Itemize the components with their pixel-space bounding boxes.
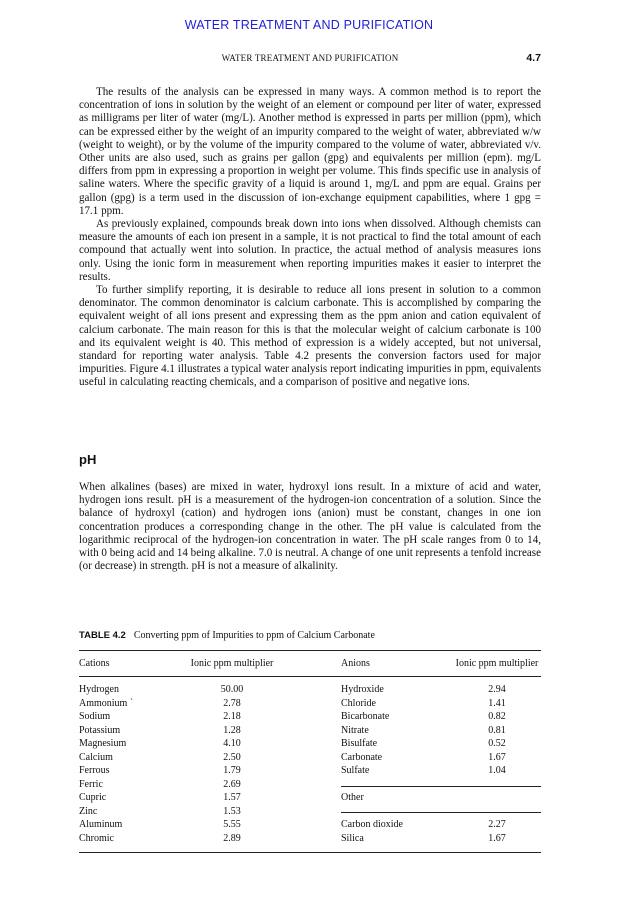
cation-multiplier: 1.28	[223, 724, 241, 736]
anion-name: Carbon dioxide	[341, 819, 403, 830]
document-banner: WATER TREATMENT AND PURIFICATION	[184, 18, 434, 32]
cation-multiplier: 4.10	[223, 738, 241, 749]
table-row	[79, 725, 541, 739]
section-units	[79, 86, 541, 390]
anion-name: Bisulfate	[341, 738, 378, 749]
table-caption	[79, 630, 375, 641]
table-row	[79, 833, 541, 847]
header-cation-multiplier: Ionic ppm multiplier	[190, 658, 274, 669]
table-subgroup-rule	[341, 786, 541, 787]
cation-multiplier: 1.53	[223, 805, 241, 817]
cation-name: Potassium	[79, 724, 121, 736]
table-bottom-rule	[79, 852, 541, 853]
anion-name: Bicarbonate	[341, 711, 390, 722]
cation-name: Ammonium `	[79, 697, 134, 709]
cation-multiplier: 1.79	[223, 765, 241, 776]
table-row	[79, 711, 541, 725]
page-number: 4.7	[526, 52, 541, 64]
table-row	[79, 698, 541, 712]
table-header-rule	[79, 676, 541, 677]
cation-multiplier: 2.69	[223, 778, 241, 790]
anion-group-label: Other	[341, 792, 364, 803]
header-anions: Anions	[341, 658, 370, 669]
cation-multiplier: 2.78	[223, 697, 241, 709]
anion-name: Hydroxide	[341, 684, 384, 695]
table-row	[79, 752, 541, 766]
cation-name: Calcium	[79, 751, 113, 763]
table-subgroup-rule	[341, 812, 541, 813]
running-head-title: WATER TREATMENT AND PURIFICATION	[221, 53, 399, 63]
anion-multiplier: 0.81	[488, 724, 506, 736]
anion-multiplier: 1.67	[488, 751, 506, 763]
anion-multiplier: 2.94	[488, 684, 506, 695]
anion-name: Chloride	[341, 697, 376, 709]
paragraph: The results of the analysis can be expressed in many ways. A common method is to report the concentration of ions in solution by the weight of an element or compound per liter of water, expressed as milligrams per liter of water (mg/L). Another method is expressed in parts per million (ppm), which can be expressed either by the weight of an impurity compared to the weight of water, abbreviated w/w (weight to weight), or by the volume of the impurity compared to the volume of water, abbreviated v/v. Other units are also used, such as grains per gallon (gpg) and equivalents per million (epm). mg/L differs from ppm in expressing a proportion in weight per volume. This finds specific use in analysis of saline waters. Where the specific gravity of a liquid is around 1, mg/L and ppm are equal. Grains per gallon (gpg) is a term used in the discussion of ion-exchange equipment capabilities, where 1 gpg = 17.1 ppm.	[79, 86, 541, 217]
table-header-row	[79, 658, 541, 672]
anion-multiplier: 0.52	[488, 738, 506, 749]
table-body	[79, 684, 541, 846]
cation-name: Hydrogen	[79, 684, 119, 695]
cation-name: Ferric	[79, 778, 103, 790]
cation-name: Sodium	[79, 711, 111, 722]
table-top-rule	[79, 650, 541, 651]
anion-name: Sulfate	[341, 765, 370, 776]
cation-multiplier: 2.89	[223, 832, 241, 844]
cation-multiplier: 5.55	[223, 819, 241, 830]
cation-multiplier: 2.50	[223, 751, 241, 763]
anion-name: Carbonate	[341, 751, 383, 763]
table-label: TABLE 4.2	[79, 630, 126, 641]
table-row	[79, 684, 541, 698]
table-row	[79, 792, 541, 806]
anion-multiplier: 1.67	[488, 832, 506, 844]
header-anion-multiplier: Ionic ppm multiplier	[455, 658, 539, 669]
anion-name: Silica	[341, 832, 364, 844]
anion-name: Nitrate	[341, 724, 369, 736]
running-head	[79, 53, 541, 67]
anion-multiplier: 1.04	[488, 765, 506, 776]
cation-name: Chromic	[79, 832, 114, 844]
section-heading-ph: pH	[79, 452, 97, 467]
anion-multiplier: 1.41	[488, 697, 506, 709]
cation-name: Aluminum	[79, 819, 123, 830]
cation-multiplier: 50.00	[220, 684, 244, 695]
cation-multiplier: 1.57	[223, 792, 241, 803]
anion-multiplier: 0.82	[488, 711, 506, 722]
anion-multiplier: 2.27	[488, 819, 506, 830]
section-ph	[79, 481, 541, 573]
cation-name: Ferrous	[79, 765, 110, 776]
cation-name: Magnesium	[79, 738, 127, 749]
cation-name: Zinc	[79, 805, 98, 817]
header-cations: Cations	[79, 658, 110, 669]
paragraph: To further simplify reporting, it is desirable to reduce all ions present in solution to a common denominator. The common denominator is calcium carbonate. This is accomplished by comparing the equivalent weight of all ions present and expressing them as the ppm anion and cation equivalent of calcium carbonate. The main reason for this is that the molecular weight of calcium carbonate is 100 and its equivalent weight is 40. This method of expression is a widely accepted, but not universal, standard for reporting water analysis. Table 4.2 presents the conversion factors used for major impurities. Figure 4.1 illustrates a typical water analysis report indicating impurities in ppm, equivalents useful in calculating reacting chemicals, and a comparison of positive and negative ions.	[79, 284, 541, 389]
paragraph: As previously explained, compounds break down into ions when dissolved. Although chemists can measure the amounts of each ion present in a sample, it is not practical to find the total amount of each compound that actually went into solution. In practice, the actual method of analysis measures ions only. Using the ionic form in measurement when reporting impurities makes it easier to interpret the results.	[79, 218, 541, 283]
paragraph: When alkalines (bases) are mixed in water, hydroxyl ions result. In a mixture of acid and water, hydrogen ions result. pH is a measurement of the hydrogen-ion concentration of a solution. Since the balance of hydroxyl (cation) and hydrogen ions (anion) must be constant, changes in one ion concentration produces a corresponding change in the other. The pH value is calculated from the logarithmic reciprocal of the hydrogen-ion concentration in water. The pH scale ranges from 0 to 14, with 0 being acid and 14 being alkaline. 7.0 is neutral. A change of one unit represents a tenfold increase (or decrease) in strength. pH is not a measure of alkalinity.	[79, 481, 541, 573]
table-row	[79, 819, 541, 833]
table-row	[79, 765, 541, 779]
table-row	[79, 738, 541, 752]
table-title: Converting ppm of Impurities to ppm of Calcium Carbonate	[133, 630, 375, 641]
cation-name: Cupric	[79, 792, 107, 803]
cation-multiplier: 2.18	[223, 711, 241, 722]
